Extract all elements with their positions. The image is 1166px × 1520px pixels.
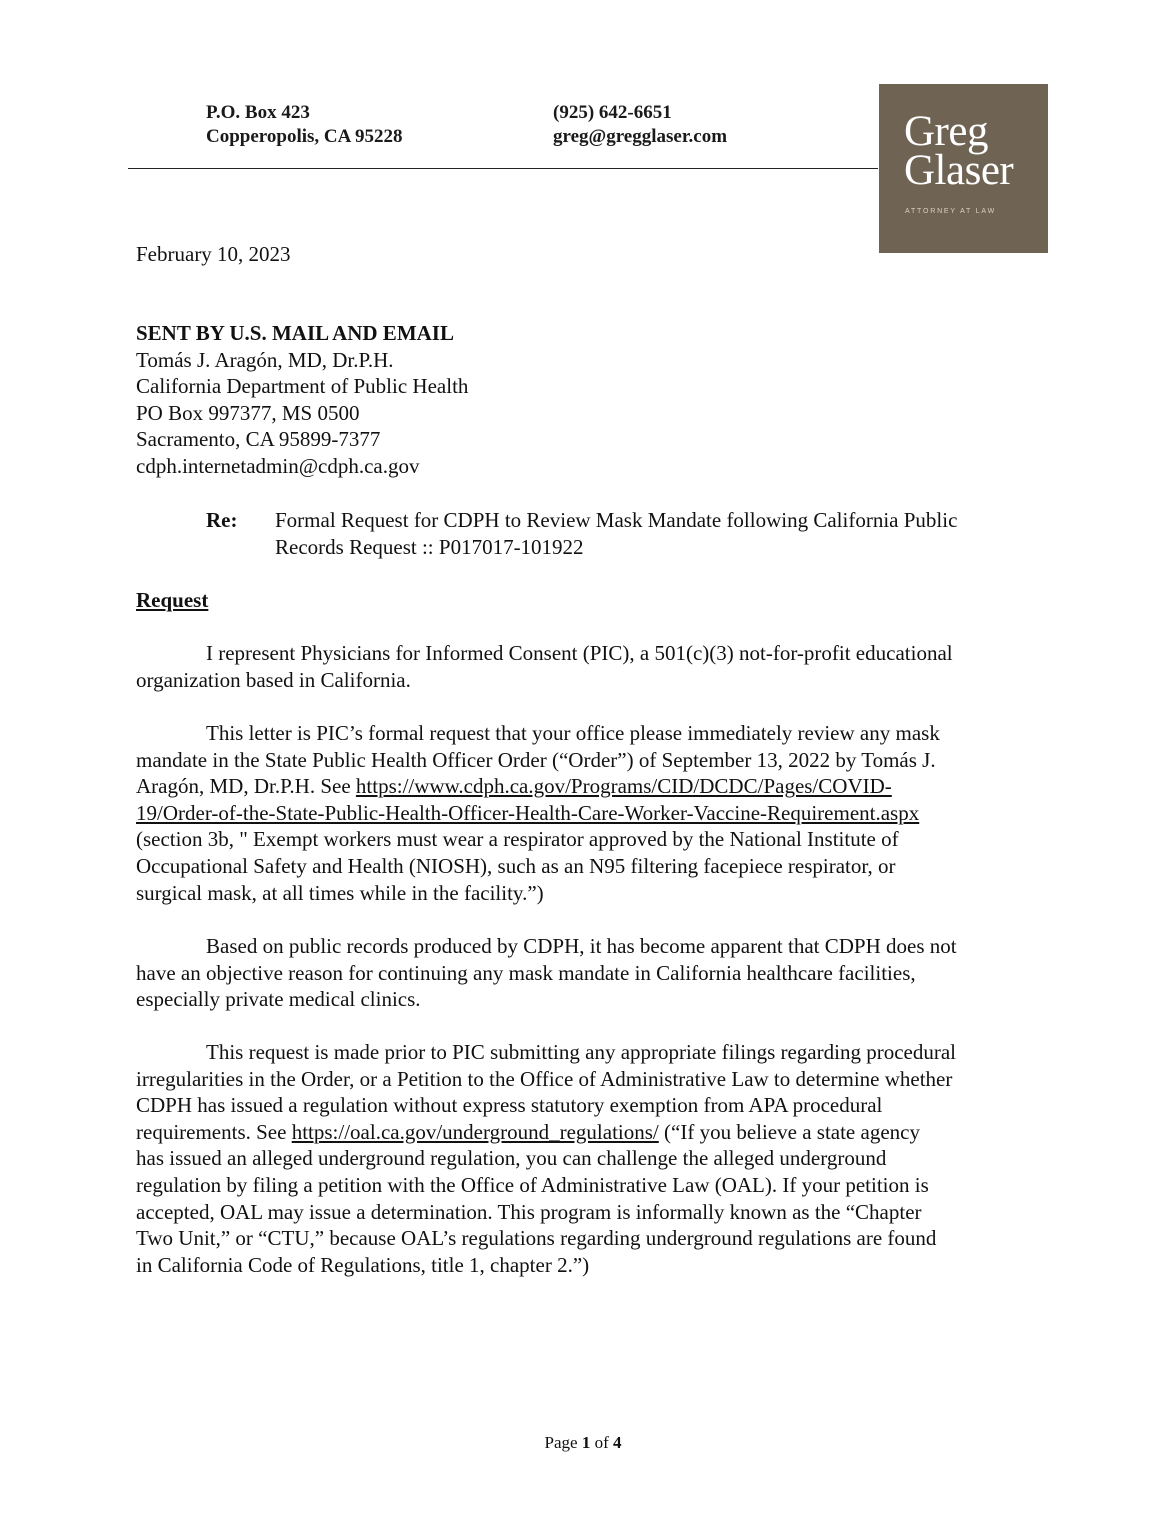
paragraph-line: especially private medical clinics. [136,987,421,1012]
delivery-method: SENT BY U.S. MAIL AND EMAIL [136,321,454,345]
oal-link[interactable]: https://oal.ca.gov/underground_regulations/ [291,1119,659,1144]
paragraph-2 [136,720,1041,906]
recipient-email: cdph.internetadmin@cdph.ca.gov [136,453,420,478]
paragraph-line: surgical mask, at all times while in the facility.”) [136,880,544,905]
recipient-po-box: PO Box 997377, MS 0500 [136,400,360,425]
paragraph-line: has issued an alleged underground regulation, you can challenge the alleged underground [136,1146,887,1171]
paragraph-4 [136,1039,1041,1278]
paragraph-1 [136,640,1041,693]
paragraph-line: Occupational Safety and Health (NIOSH), such as an N95 filtering facepiece respirator, or [136,853,896,878]
paragraph-line: regulation by filing a petition with the Office of Administrative Law (OAL). If your petition is [136,1172,929,1197]
re-line2: Records Request :: P017017-101922 [275,534,584,559]
paragraph-line: (section 3b, " Exempt workers must wear a respirator approved by the National Institute of [136,827,899,852]
paragraph-line: accepted, OAL may issue a determination. This program is informally known as the “Chapter [136,1199,922,1224]
cdph-order-link[interactable]: https://www.cdph.ca.gov/Programs/CID/DCDC/Pages/COVID- [355,774,892,799]
paragraph-line: have an objective reason for continuing any mask mandate in California healthcare facilities, [136,960,916,985]
paragraph-line: mandate in the State Public Health Officer Order (“Order”) of September 13, 2022 by Tomás J. [136,747,936,772]
letter-date: February 10, 2023 [136,242,291,266]
re-subject [275,507,1045,560]
paragraph-line: This request is made prior to PIC submitting any appropriate filings regarding procedural [206,1040,956,1064]
paragraph-text: Aragón, MD, Dr.P.H. See [136,774,356,799]
section-heading: Request [136,588,209,612]
paragraph-line: This letter is PIC’s formal request that your office please immediately review any mask [206,721,940,745]
letterhead-divider [128,168,878,169]
page-number: 1 [581,1433,591,1452]
paragraph-line [136,800,1041,827]
letterhead-address [206,101,403,149]
re-label: Re: [206,508,238,532]
recipient-name: Tomás J. Aragón, MD, Dr.P.H. [136,347,394,372]
of-word: of [590,1433,613,1452]
re-line1: Formal Request for CDPH to Review Mask Mandate following California Public [275,508,958,532]
logo-line1: Greg [904,108,988,155]
firm-logo [879,84,1048,253]
paragraph-line: irregularities in the Order, or a Petition to the Office of Administrative Law to determine whether [136,1066,953,1091]
recipient-block [136,320,1041,480]
page-footer [0,1432,1166,1454]
address-line1: P.O. Box 423 [206,102,310,123]
letterhead-contact [553,101,727,149]
page-word: Page [544,1433,582,1452]
page-total: 4 [612,1433,622,1452]
logo-line2: Glaser [904,147,1014,194]
paragraph-line [136,1119,1041,1146]
paragraph-line: Two Unit,” or “CTU,” because OAL’s regulations regarding underground regulations are found [136,1226,937,1251]
paragraph-line: in California Code of Regulations, title 1, chapter 2.”) [136,1252,590,1277]
paragraph-text: requirements. See [136,1119,292,1144]
contact-email: greg@gregglaser.com [553,126,728,147]
paragraph-line: organization based in California. [136,667,411,692]
paragraph-3 [136,933,1041,1013]
paragraph-line: CDPH has issued a regulation without express statutory exemption from APA procedural [136,1093,883,1118]
phone-number: (925) 642-6651 [553,102,672,123]
paragraph-line: I represent Physicians for Informed Consent (PIC), a 501(c)(3) not-for-profit educational [206,641,953,665]
address-line2: Copperopolis, CA 95228 [206,126,403,147]
logo-tagline: ATTORNEY AT LAW [905,208,997,215]
paragraph-text: (“If you believe a state agency [658,1119,920,1144]
recipient-org: California Department of Public Health [136,374,469,399]
cdph-order-link-cont[interactable]: 19/Order-of-the-State-Public-Health-Officer-Health-Care-Worker-Vaccine-Requirement.aspx [136,800,920,825]
paragraph-line [136,773,1041,800]
recipient-city: Sacramento, CA 95899-7377 [136,427,381,452]
logo-name [904,108,1014,194]
paragraph-line: Based on public records produced by CDPH, it has become apparent that CDPH does not [206,934,957,958]
